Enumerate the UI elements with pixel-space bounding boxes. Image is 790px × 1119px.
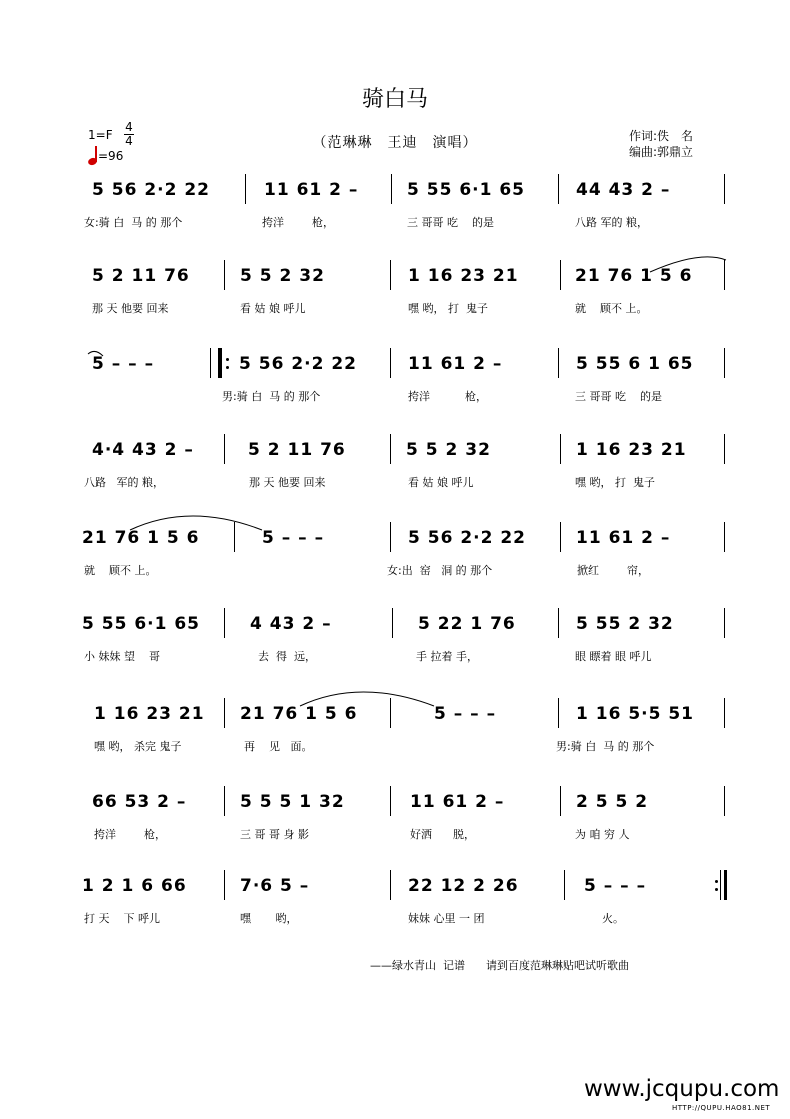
score-row (0, 606, 790, 692)
score-row (0, 172, 790, 258)
lyric-text: 为 咱 穷 人 (575, 828, 630, 841)
measure-notes: 44 43 2 – (576, 180, 671, 200)
barline (392, 608, 393, 638)
lyric-text: 就 顾不 上。 (84, 564, 157, 577)
measure-notes: 5 – – – (262, 528, 325, 548)
barline (558, 174, 559, 204)
repeat-barline (221, 348, 222, 378)
measure-notes: 22 12 2 26 (408, 876, 519, 896)
measure-notes: 21 76 1 5 6 (82, 528, 200, 548)
lyric-text: 小 妹妹 望 哥 (84, 650, 160, 663)
measure-notes: 5 5 5 1 32 (240, 792, 345, 812)
measure-notes: 4 43 2 – (250, 614, 332, 634)
barline (224, 698, 225, 728)
lyric-text: 三 哥 哥 身 影 (240, 828, 309, 841)
measure-notes: 1 16 5·5 51 (576, 704, 695, 724)
lyric-text: 八路 军的 粮， (575, 216, 648, 229)
score-row (0, 432, 790, 518)
measure-notes: 5 – – – (92, 354, 155, 374)
song-title: 骑白马 (361, 87, 428, 112)
barline (391, 174, 392, 204)
measure-notes: 11 61 2 – (410, 792, 505, 812)
barline (390, 348, 391, 378)
barline (724, 348, 725, 378)
barline (724, 174, 725, 204)
barline (558, 698, 559, 728)
lyric-text: 掀红 帘， (577, 564, 649, 577)
repeat-dot (226, 366, 229, 369)
lyric-text: 三 哥哥 吃 的是 (575, 390, 662, 403)
barline (224, 434, 225, 464)
measure-notes: 5 5 2 32 (240, 266, 325, 286)
lyric-text: 那 天 他要 回来 (249, 476, 326, 489)
lyric-text: 好洒 脱， (410, 828, 475, 841)
barline (390, 260, 391, 290)
score-row (0, 784, 790, 870)
score-row (0, 696, 790, 782)
measure-notes: 5 55 6·1 65 (407, 180, 526, 200)
lyric-text: 嘿 哟， 杀完 鬼子 (94, 740, 182, 753)
barline (224, 870, 225, 900)
barline (224, 608, 225, 638)
lyric-text: 那 天 他要 回来 (92, 302, 169, 315)
barline (560, 434, 561, 464)
lyric-text: 火。 (602, 912, 624, 925)
measure-notes: 7·6 5 – (240, 876, 310, 896)
measure-notes: 1 16 23 21 (576, 440, 687, 460)
barline (564, 870, 565, 900)
time-signature-bottom: 4 (125, 134, 133, 148)
lyric-text: 挎洋 枪， (262, 216, 334, 229)
lyric-text: 女:出 窑 洞 的 那个 (387, 564, 493, 577)
lyric-text: 男:骑 白 马 的 那个 (556, 740, 655, 753)
repeat-dot (715, 880, 718, 883)
lyric-text: 挎洋 枪， (408, 390, 487, 403)
measure-notes: 21 76 1 5 6 (575, 266, 693, 286)
footer-credit (370, 957, 629, 973)
lyric-text: 就 顾不 上。 (575, 302, 648, 315)
barline (724, 698, 725, 728)
measure-notes: 5 – – – (434, 704, 497, 724)
repeat-dot (226, 358, 229, 361)
final-barline (724, 870, 727, 900)
measure-notes: 11 61 2 – (264, 180, 359, 200)
lyric-text: 妹妹 心里 一 团 (408, 912, 485, 925)
barline (560, 522, 561, 552)
measure-notes: 5 56 2·2 22 (408, 528, 527, 548)
final-barline (720, 870, 721, 900)
lyric-text: 看 姑 娘 呼儿 (408, 476, 474, 489)
barline (234, 522, 235, 552)
score-row (0, 258, 790, 344)
measure-notes: 1 2 1 6 66 (82, 876, 187, 896)
measure-notes: 4·4 43 2 – (92, 440, 194, 460)
measure-notes: 5 56 2·2 22 (92, 180, 211, 200)
barline (724, 260, 725, 290)
measure-notes: 66 53 2 – (92, 792, 187, 812)
tempo-value: =96 (98, 149, 124, 163)
barline (560, 786, 561, 816)
measure-notes: 5 55 2 32 (576, 614, 674, 634)
barline (390, 786, 391, 816)
score-row (0, 520, 790, 606)
lyric-text: 三 哥哥 吃 的是 (407, 216, 494, 229)
listen-note: 请到百度范琳琳贴吧试听歌曲 (485, 959, 629, 972)
measure-notes: 21 76 1 5 6 (240, 704, 358, 724)
measure-notes: 2 5 5 2 (576, 792, 649, 812)
lyric-text: 男:骑 白 马 的 那个 (222, 390, 321, 403)
barline (245, 174, 246, 204)
performers-subtitle: （范琳琳 王迪 演唱） (312, 135, 478, 151)
lyric-text: 嘿 哟， 打 鬼子 (408, 302, 488, 315)
barline (558, 608, 559, 638)
barline (724, 522, 725, 552)
score-row (0, 346, 790, 432)
measure-notes: 5 – – – (584, 876, 647, 896)
lyric-text: 挎洋 枪， (94, 828, 166, 841)
barline (558, 348, 559, 378)
repeat-dot (715, 888, 718, 891)
barline (390, 698, 391, 728)
barline (390, 522, 391, 552)
lyric-text: 嘿 哟， 打 鬼子 (575, 476, 655, 489)
measure-notes: 11 61 2 – (576, 528, 671, 548)
site-watermark-small: HTTP://QUPU.HAO81.NET (672, 1104, 771, 1112)
lyric-text: 手 拉着 手， (416, 650, 478, 663)
lyric-text: 再 见 面。 (244, 740, 313, 753)
barline (390, 870, 391, 900)
measure-notes: 5 2 11 76 (92, 266, 190, 286)
score-row (0, 868, 790, 954)
barline (724, 434, 725, 464)
barline (390, 434, 391, 464)
time-signature (123, 121, 135, 148)
measure-notes: 5 5 2 32 (406, 440, 491, 460)
lyric-text: 女:骑 白 马 的 那个 (84, 216, 183, 229)
measure-notes: 5 55 6 1 65 (576, 354, 694, 374)
lyricist: 作词:佚 名 (629, 129, 694, 143)
measure-notes: 5 56 2·2 22 (239, 354, 358, 374)
barline (724, 608, 725, 638)
credits (629, 128, 693, 160)
lyric-text: 打 天 下 呼儿 (84, 912, 160, 925)
site-watermark: www.jcqupu.com (584, 1076, 780, 1102)
key-signature: 1=F (88, 128, 113, 142)
lyric-text: 看 姑 娘 呼儿 (240, 302, 306, 315)
transcriber: ——绿水青山 记谱 (370, 959, 465, 972)
measure-notes: 5 55 6·1 65 (82, 614, 201, 634)
time-signature-top: 4 (125, 120, 133, 134)
barline (224, 786, 225, 816)
barline (724, 786, 725, 816)
lyric-text: 去 得 远， (258, 650, 316, 663)
measure-notes: 11 61 2 – (408, 354, 503, 374)
measure-notes: 5 22 1 76 (418, 614, 516, 634)
measure-notes: 5 2 11 76 (248, 440, 346, 460)
lyric-text: 嘿 哟， (240, 912, 298, 925)
measure-notes: 1 16 23 21 (94, 704, 205, 724)
barline (224, 260, 225, 290)
barline (210, 348, 211, 378)
barline (560, 260, 561, 290)
quarter-note-icon (88, 146, 98, 166)
tempo-marking (88, 146, 123, 166)
measure-notes: 1 16 23 21 (408, 266, 519, 286)
lyric-text: 眼 瞟着 眼 呼儿 (575, 650, 652, 663)
lyric-text: 八路 军的 粮， (84, 476, 164, 489)
arranger: 编曲:郭鼎立 (629, 145, 694, 159)
